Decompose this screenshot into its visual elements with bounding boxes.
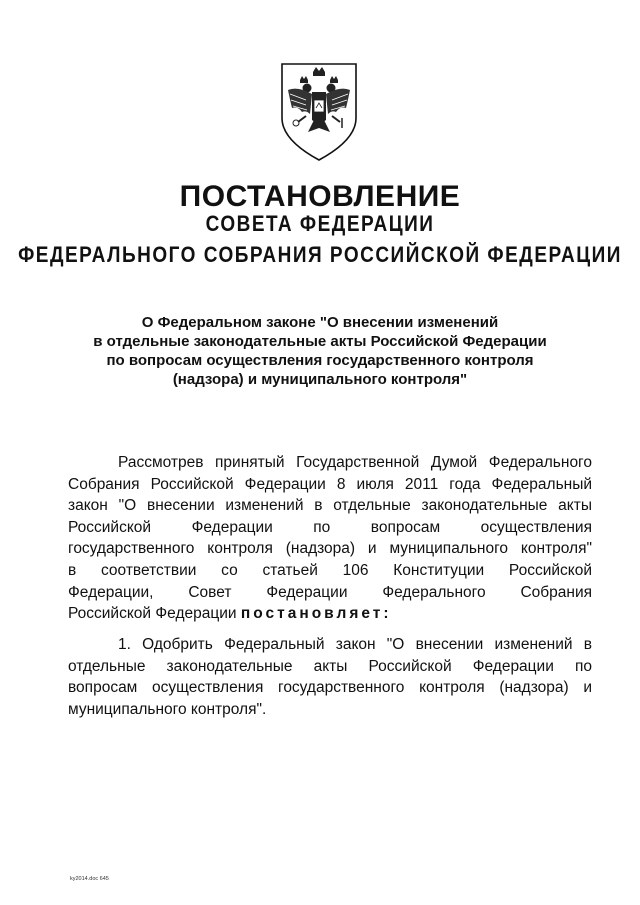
paragraph-line: Собрания Российской Федерации 8 июля 2011 года Федеральный [68,475,592,493]
document-subtitle-council: СОВЕТА ФЕДЕРАЦИИ [205,212,435,237]
paragraph-line: в соответствии со статьей 106 Конституции Российской [68,561,592,579]
paragraph-line: 1. Одобрить Федеральный закон "О внесении изменений в [118,636,592,653]
resolution-keyword: постановляет: [240,605,392,623]
document-subject [0,313,640,389]
paragraph-line: Рассмотрев принятый Государственной Думой Федерального [118,454,592,471]
paragraph-line: государственного контроля (надзора) и муниципального контроля" [68,540,592,558]
paragraph-line: вопросам осуществления государственного контроля (надзора) и [68,679,592,697]
paragraph-line: Российской Федерации по вопросам осуществления [68,518,592,536]
file-reference: ky2014.doc 645 [70,876,109,882]
coat-of-arms-emblem [276,60,362,162]
resolution-prefix: Российской Федерации [68,605,237,623]
paragraph-line: закон "О внесении изменений в отдельные законодательные акты [68,497,592,515]
body-paragraph-preamble [68,452,592,625]
document-subtitle-assembly: ФЕДЕРАЛЬНОГО СОБРАНИЯ РОССИЙСКОЙ ФЕДЕРАЦИИ [18,243,622,268]
subject-line: О Федеральном законе "О внесении изменений [141,314,499,331]
subject-line: в отдельные законодательные акты Российской Федерации [93,333,547,350]
subject-line: по вопросам осуществления государственного контроля [106,352,534,369]
body-paragraph-decision [68,634,592,720]
paragraph-line: Федерации, Совет Федерации Федерального Собрания [68,583,592,601]
subject-line: (надзора) и муниципального контроля" [172,371,468,388]
paragraph-line-resolution [68,603,592,625]
document-title: ПОСТАНОВЛЕНИЕ [179,180,461,213]
paragraph-line: отдельные законодательные акты Российской Федерации по [68,657,592,675]
paragraph-line: муниципального контроля". [68,700,267,718]
